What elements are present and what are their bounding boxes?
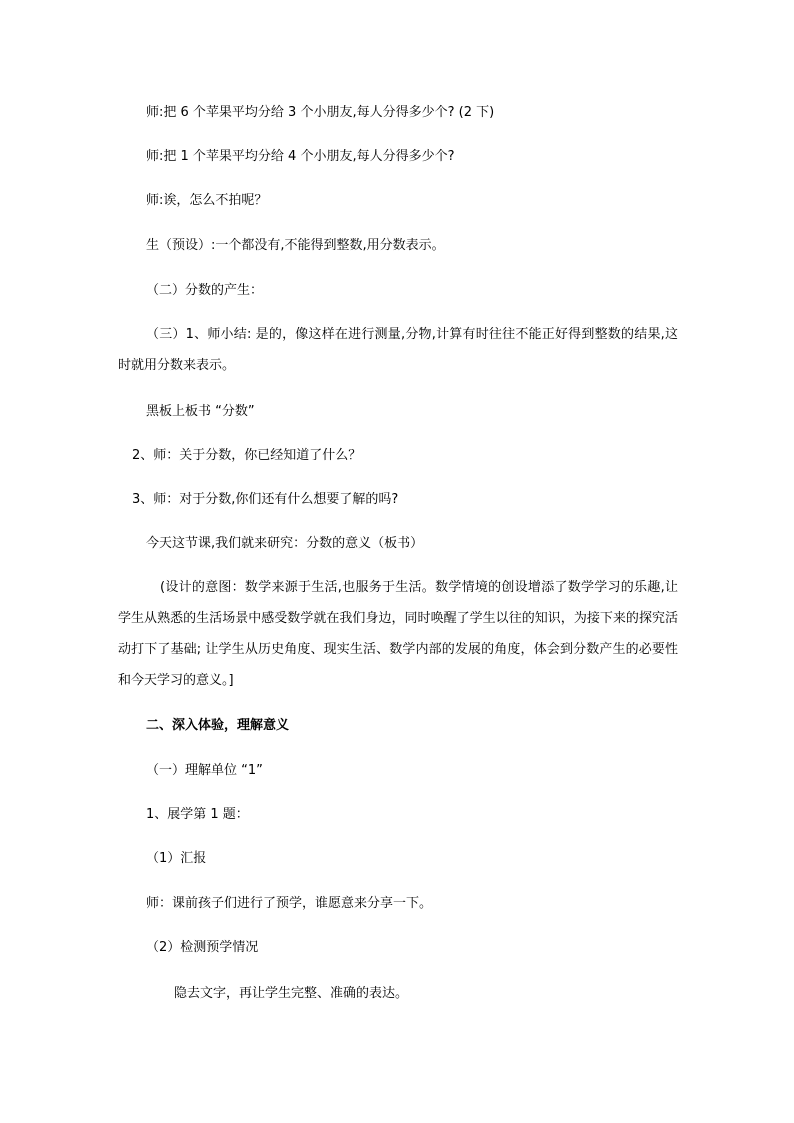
- text-line: 2、师：关于分数，你已经知道了什么？: [132, 448, 362, 463]
- text-line: 3、师：对于分数,你们还有什么想要了解的吗?: [132, 492, 399, 507]
- text-line: （1）汇报: [146, 851, 207, 866]
- text-line: （2）检测预学情况: [146, 940, 259, 955]
- text-line: 师:把 6 个苹果平均分给 3 个小朋友,每人分得多少个? (2 下): [146, 105, 495, 120]
- text-line: 黑板上板书 “分数”: [146, 404, 255, 419]
- section-heading: 二、深入体验，理解意义: [146, 718, 290, 733]
- section-heading: （二）分数的产生：: [146, 283, 264, 298]
- text-line: 隐去文字，再让学生完整、准确的表达。: [174, 986, 409, 1001]
- design-intent-paragraph: (设计的意图：数学来源于生活,也服务于生活。数学情境的创设增添了数学学习的乐趣,让学生从熟悉的生活场景中感受数学就在我们身边，同时唤醒了学生以往的知识，为接下来的探究活动打下了基础; 让学生从历史角度、现实生活、数学内部的发展的角度，体会到分数产生的必要性和今天学习的意义。]: [118, 580, 678, 688]
- text-line: （一）理解单位 “1”: [146, 763, 263, 778]
- text-paragraph: （三）1、师小结: 是的，像这样在进行测量,分物,计算有时往往不能正好得到整数的结果,这时就用分数来表示。: [118, 327, 678, 373]
- text-line: 师：课前孩子们进行了预学，谁愿意来分享一下。: [146, 896, 433, 911]
- text-line: 生（预设）:一个都没有,不能得到整数,用分数表示。: [146, 238, 445, 253]
- text-line: 1、展学第 1 题：: [146, 807, 249, 822]
- text-line: 师:把 1 个苹果平均分给 4 个小朋友,每人分得多少个?: [146, 149, 455, 164]
- text-line: 师:诶，怎么不拍呢？: [146, 193, 268, 208]
- text-line: 今天这节课,我们就来研究：分数的意义（板书）: [146, 536, 424, 551]
